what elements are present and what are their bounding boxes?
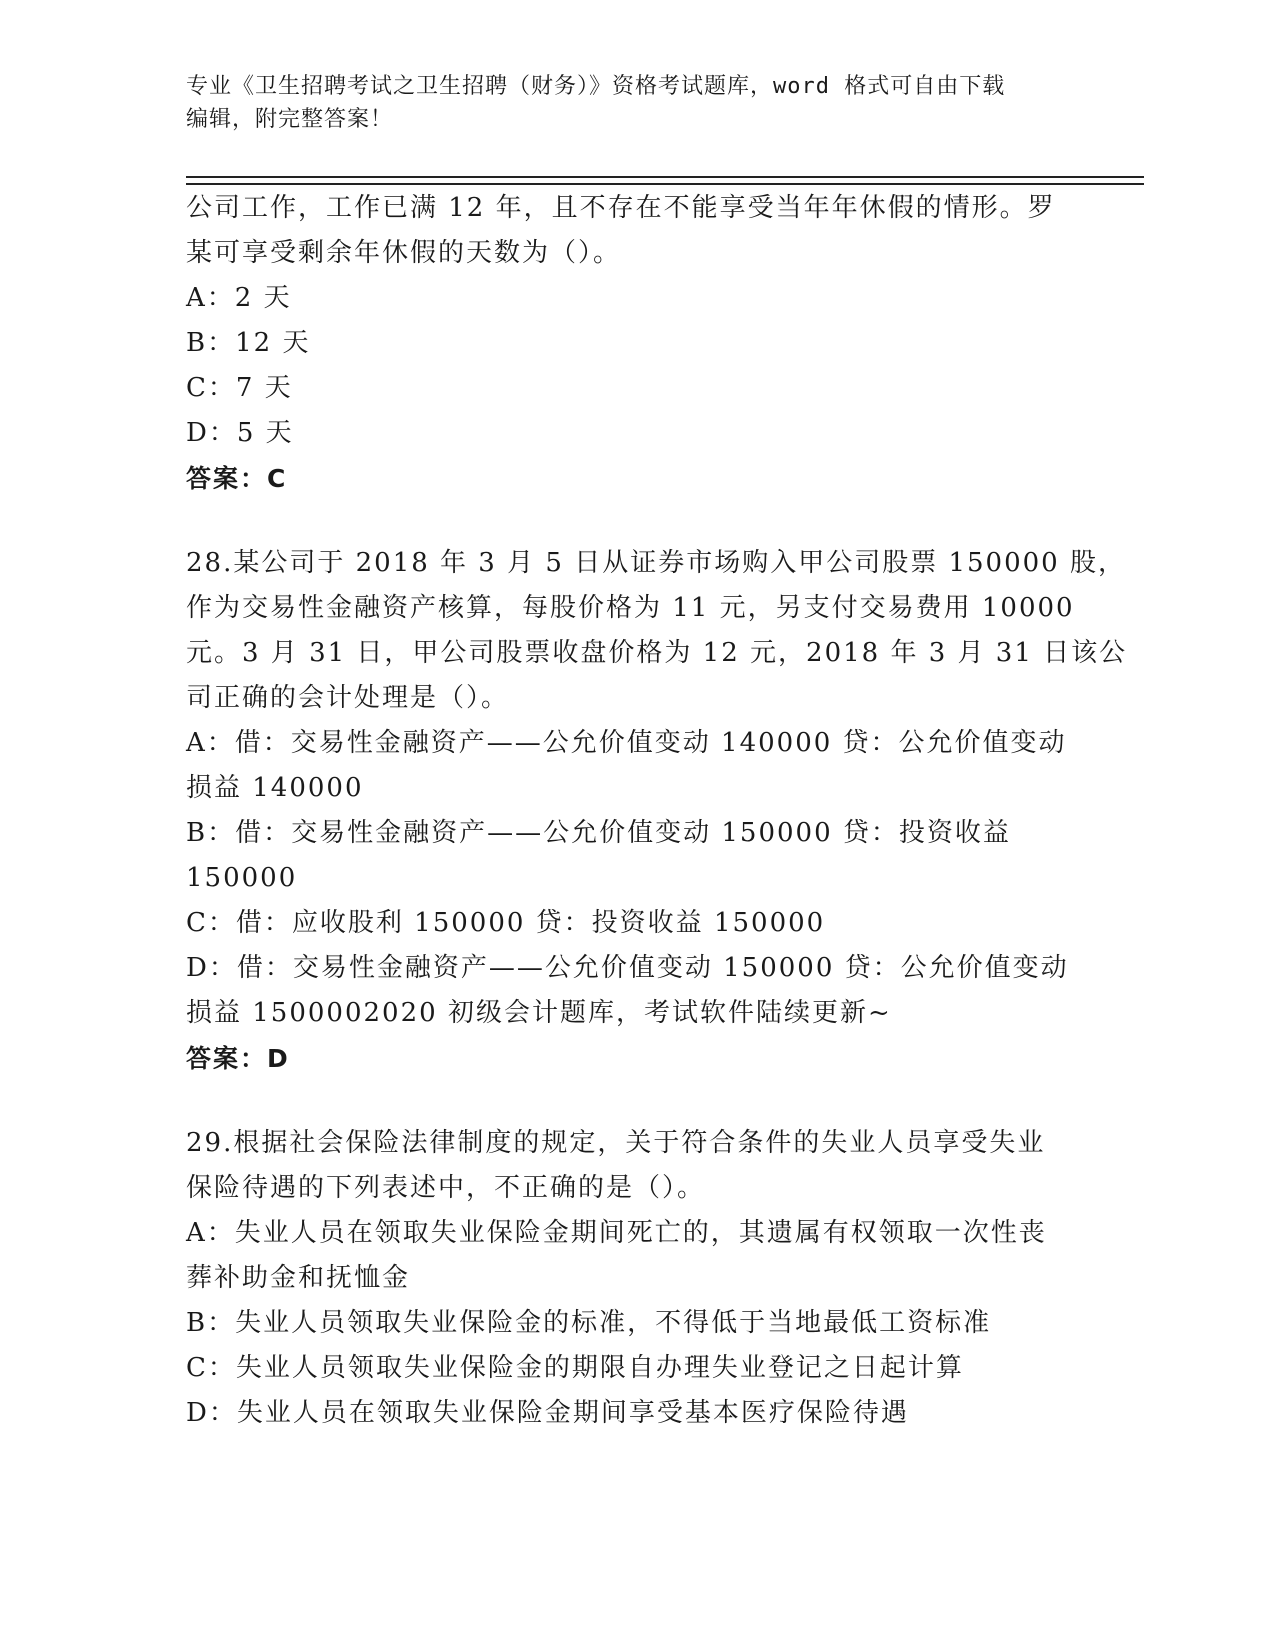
option-c: C：7 天 [186, 373, 293, 403]
option-b: B：12 天 [186, 328, 311, 358]
answer: 答案：D [186, 1044, 290, 1073]
header-line-1: 专业《卫生招聘考试之卫生招聘（财务）》资格考试题库，word 格式可自由下载 [186, 74, 1006, 99]
question-stem-line: 作为交易性金融资产核算，每股价格为 11 元，另支付交易费用 10000 [186, 593, 1075, 623]
question-stem-line: 29.根据社会保险法律制度的规定，关于符合条件的失业人员享受失业 [186, 1128, 1046, 1158]
option-d-continued: 损益 1500002020 初级会计题库，考试软件陆续更新~ [186, 998, 892, 1028]
option-b: B：失业人员领取失业保险金的标准，不得低于当地最低工资标准 [186, 1308, 992, 1338]
header-divider-bottom [186, 183, 1144, 185]
option-a: A：失业人员在领取失业保险金期间死亡的，其遗属有权领取一次性丧 [186, 1218, 1047, 1248]
option-a: A：借：交易性金融资产——公允价值变动 140000 贷：公允价值变动 [186, 728, 1067, 758]
question-stem-line: 元。3 月 31 日，甲公司股票收盘价格为 12 元，2018 年 3 月 31 日该公 [186, 638, 1128, 668]
page-header [186, 70, 1086, 136]
question-29 [186, 1121, 1086, 1436]
question-stem-line: 某可享受剩余年休假的天数为（）。 [186, 238, 622, 268]
option-a: A：2 天 [186, 283, 292, 313]
option-c: C：失业人员领取失业保险金的期限自办理失业登记之日起计算 [186, 1353, 964, 1383]
option-a-continued: 损益 140000 [186, 773, 364, 803]
option-a-continued: 葬补助金和抚恤金 [186, 1263, 411, 1293]
question-stem-line: 28.某公司于 2018 年 3 月 5 日从证券市场购入甲公司股票 150000 股， [186, 548, 1126, 578]
option-b: B：借：交易性金融资产——公允价值变动 150000 贷：投资收益 [186, 818, 1011, 848]
question-stem-line: 司正确的会计处理是（）。 [186, 683, 510, 713]
option-d: D：借：交易性金融资产——公允价值变动 150000 贷：公允价值变动 [186, 953, 1069, 983]
header-line-2: 编辑，附完整答案！ [186, 107, 394, 132]
spacer [186, 501, 1086, 541]
question-27 [186, 186, 1086, 501]
option-b-continued: 150000 [186, 863, 298, 893]
header-divider-top [186, 176, 1144, 178]
question-28 [186, 541, 1128, 1081]
question-content [186, 186, 1128, 1436]
option-d: D：5 天 [186, 418, 294, 448]
option-d: D：失业人员在领取失业保险金期间享受基本医疗保险待遇 [186, 1398, 909, 1428]
spacer [186, 1081, 1086, 1121]
question-stem-line: 保险待遇的下列表述中，不正确的是（）。 [186, 1173, 706, 1203]
option-c: C：借：应收股利 150000 贷：投资收益 150000 [186, 908, 826, 938]
answer: 答案：C [186, 464, 288, 493]
question-stem-line: 公司工作，工作已满 12 年，且不存在不能享受当年年休假的情形。罗 [186, 193, 1056, 223]
